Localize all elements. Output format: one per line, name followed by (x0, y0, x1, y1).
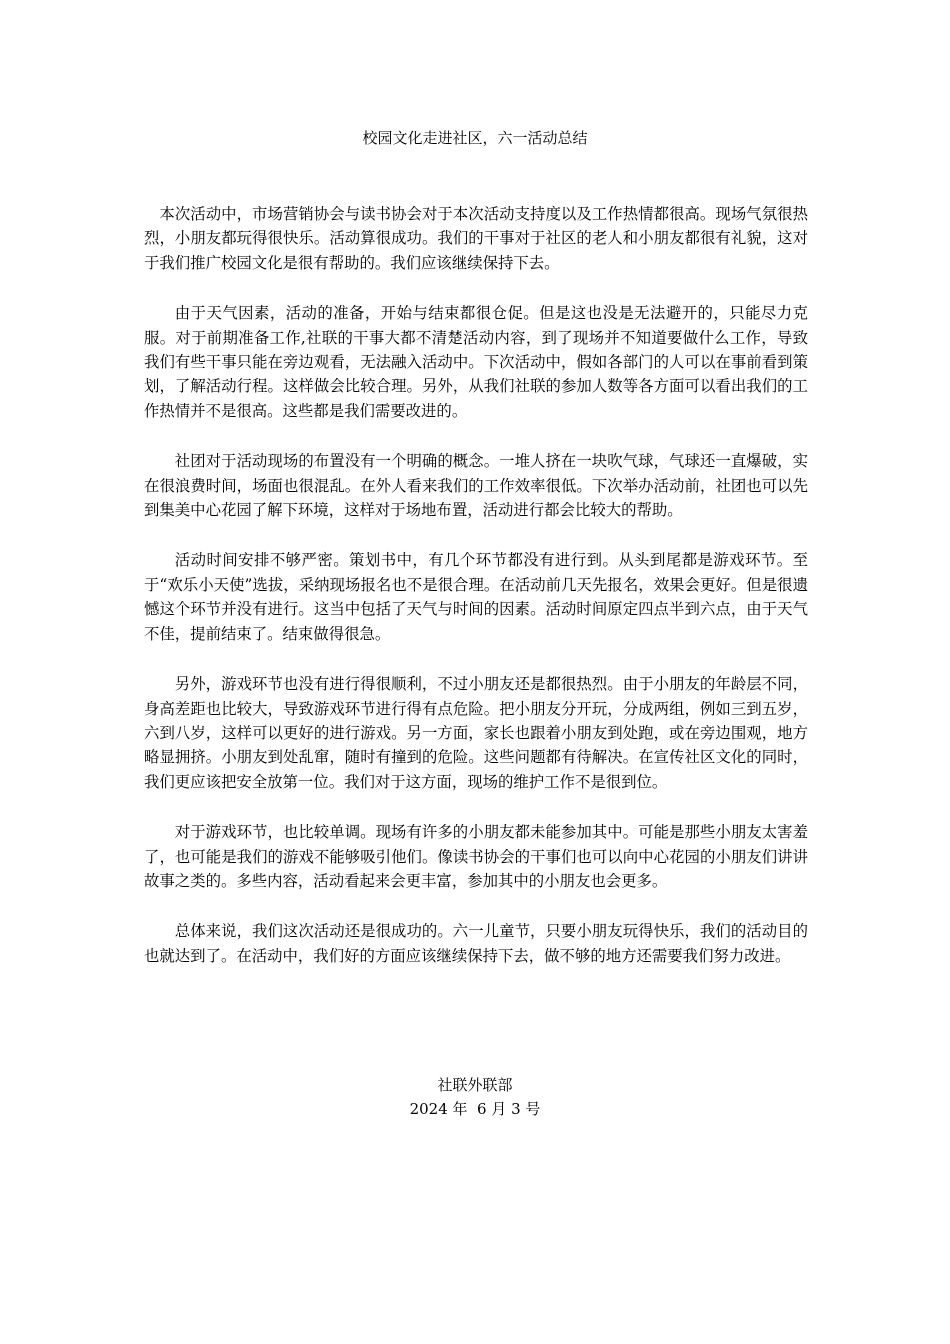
paragraph-2: 由于天气因素，活动的准备，开始与结束都很仓促。但是这也没是无法避开的，只能尽力克服。对于前期准备工作,社联的干事大都不清楚活动内容，到了现场并不知道要做什么工作，导致我们有些干事只能在旁边观看，无法融入活动中。下次活动中，假如各部门的人可以在事前看到策划，了解活动行程。这样做会比较合理。另外，从我们社联的参加人数等各方面可以看出我们的工作热情并不是很高。这些都是我们需要改进的。 (144, 304, 808, 420)
paragraph-5: 另外，游戏环节也没有进行得很顺利，不过小朋友还是都很热烈。由于小朋友的年龄层不同，身高差距也比较大，导致游戏环节进行得有点危险。把小朋友分开玩，分成两组，例如三到五岁，六到八岁，这样可以更好的进行游戏。另一方面，家长也跟着小朋友到处跑，或在旁边围观，地方略显拥挤。小朋友到处乱窜，随时有撞到的危险。这些问题都有待解决。在宣传社区文化的同时，我们更应该把安全放第一位。我们对于这方面，现场的维护工作不是很到位。 (144, 675, 808, 791)
paragraph-4: 活动时间安排不够严密。策划书中，有几个环节都没有进行到。从头到尾都是游戏环节。至于“欢乐小天使”选拔，采纳现场报名也不是很合理。在活动前几天先报名，效果会更好。但是很遗憾这个环节并没有进行。这当中包括了天气与时间的因素。活动时间原定四点半到六点，由于天气不佳，提前结束了。结束做得很急。 (144, 551, 808, 643)
paragraph-1: 本次活动中，市场营销协会与读书协会对于本次活动支持度以及工作热情都很高。现场气氛很热烈，小朋友都玩得很快乐。活动算很成功。我们的干事对于社区的老人和小朋友都很有礼貌，这对于我们推广校园文化是很有帮助的。我们应该继续保持下去。 (144, 205, 808, 272)
paragraph-7: 总体来说，我们这次活动还是很成功的。六一儿童节，只要小朋友玩得快乐，我们的活动目的也就达到了。在活动中，我们好的方面应该继续保持下去，做不够的地方还需要我们努力改进。 (144, 922, 808, 965)
paragraph-6: 对于游戏环节，也比较单调。现场有许多的小朋友都未能参加其中。可能是那些小朋友太害羞了，也可能是我们的游戏不能够吸引他们。像读书协会的干事们也可以向中心花园的小朋友们讲讲故事之类的。多些内容，活动看起来会更丰富，参加其中的小朋友也会更多。 (144, 823, 808, 890)
signature-date: 2024 年 6 月 3 号 (409, 1100, 541, 1118)
document-title: 校园文化走进社区，六一活动总结 (362, 129, 588, 147)
document-body (144, 202, 808, 994)
signature-block (0, 1073, 950, 1121)
signature-department: 社联外联部 (437, 1076, 513, 1094)
paragraph-3: 社团对于活动现场的布置没有一个明确的概念。一堆人挤在一块吹气球，气球还一直爆破，实在很浪费时间，场面也很混乱。在外人看来我们的工作效率很低。下次举办活动前，社团也可以先到集美中心花园了解下环境，这样对于场地布置，活动进行都会比较大的帮助。 (144, 452, 808, 520)
